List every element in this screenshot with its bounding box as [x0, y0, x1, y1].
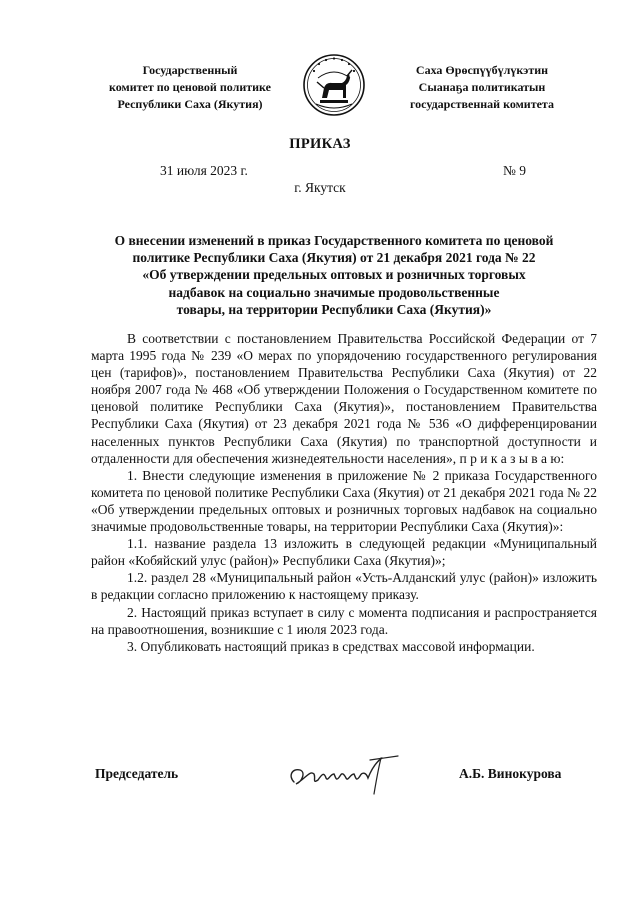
clause-1-2: 1.2. раздел 28 «Муниципальный район «Усть-Алданский улус (район)» изложить в редакции согласно приложению к настоящему приказу.: [91, 570, 597, 603]
clause-1-1: 1.1. название раздела 13 изложить в следующей редакции «Муниципальный район «Кобяйский улус (район)» Республики Саха (Якутия)»;: [91, 536, 597, 569]
issuer-line: комитет по ценовой политике: [109, 80, 271, 94]
coat-of-arms-emblem: [302, 52, 366, 118]
issuer-name-russian: [86, 62, 294, 113]
subject-line: «Об утверждении предельных оптовых и розничных торговых: [142, 267, 526, 283]
issuer-line: Республики Саха (Якутия): [117, 97, 263, 111]
clause-3: 3. Опубликовать настоящий приказ в средствах массовой информации.: [127, 638, 535, 654]
issuer-line: Сыанаҕа политикатын: [418, 80, 546, 94]
document-body: [91, 330, 597, 655]
handwritten-signature: [286, 748, 404, 800]
issuer-line: государственнай комитета: [410, 97, 554, 111]
document-number: № 9: [503, 163, 527, 178]
clause-2: 2. Настоящий приказ вступает в силу с момента подписания и распространяется на правоотношения, возникшие с 1 июля 2023 года.: [91, 604, 597, 637]
issuer-line: Государственный: [142, 63, 238, 77]
document-subject: [88, 232, 580, 318]
issuer-line: Саха Өрөспүүбүлүкэтин: [415, 63, 549, 77]
subject-line: О внесении изменений в приказ Государственного комитета по ценовой: [114, 233, 554, 248]
issuer-name-yakut: [382, 62, 582, 113]
clause-1: 1. Внести следующие изменения в приложение № 2 приказа Государственного комитета по ценовой политике Республики Саха (Якутия) от 21 декабря 2021 года № 22 «Об утверждении предельных оптовых и розничных торговых надбавок на социально значимые продовольственные товары, на территории Республики Саха (Якутия)»:: [91, 467, 597, 535]
document-date: 31 июля 2023 г.: [160, 163, 248, 178]
document-title: ПРИКАЗ: [289, 136, 351, 152]
preamble-paragraph: В соответствии с постановлением Правительства Российской Федерации от 7 марта 1995 года № 239 «О мерах по упорядочению государственного регулирования цен (тарифов)», постановлением Правительства Республики Саха (Якутия) от 22 ноября 2007 года № 468 «Об утверждении Положения о Государственном комитете по ценовой политике Республики Саха (Якутия)», постановлением Правительства Республики Саха (Якутия) от 23 декабря 2021 года № 536 «О дифференцировании населенных пунктов Республики Саха (Якутия) по транспортной доступности и отдаленности для обеспечения жизнедеятельности населения», п р и к а з ы в а ю:: [91, 331, 597, 466]
signatory-position: Председатель: [95, 766, 179, 781]
subject-line: политике Республики Саха (Якутия) от 21 декабря 2021 года № 22: [132, 250, 536, 266]
subject-line: надбавок на социально значимые продовольственные: [168, 284, 500, 300]
subject-line: товары, на территории Республики Саха (Якутия)»: [176, 301, 492, 317]
document-city: г. Якутск: [294, 180, 346, 195]
signatory-name: А.Б. Винокурова: [459, 766, 562, 781]
